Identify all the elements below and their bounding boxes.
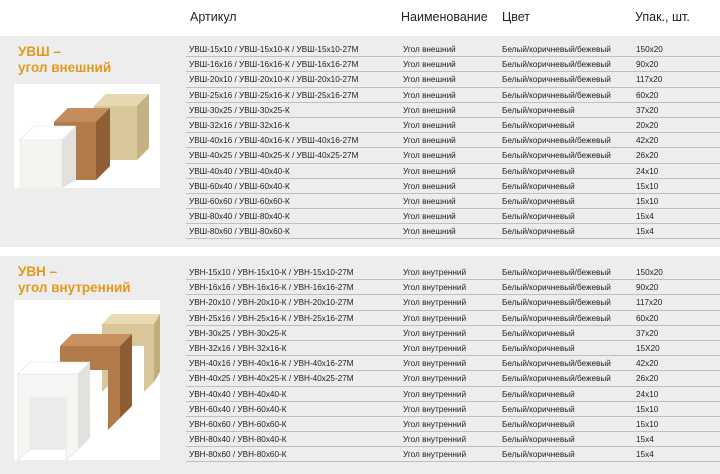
cell-pack: 26х20: [636, 151, 659, 161]
table-row: [186, 209, 720, 224]
cell-name: Угол внешний: [403, 45, 456, 54]
cell-color: Белый/коричневый/бежевый: [502, 298, 611, 308]
cell-name: Угол внутренний: [403, 298, 467, 308]
cell-color: Белый/коричневый: [502, 105, 575, 115]
cell-color: Белый/коричневый/бежевый: [502, 359, 611, 369]
cell-color: Белый/коричневый/бежевый: [502, 45, 611, 54]
section-title-desc: угол внутренний: [18, 280, 131, 295]
table-row: [186, 371, 720, 386]
cell-name: Угол внутренний: [403, 450, 467, 460]
cell-article: УВН-32х16 / УВН-32х16-К: [189, 343, 287, 353]
cell-name: Угол внешний: [403, 151, 456, 161]
cell-name: Угол внутренний: [403, 435, 467, 445]
section-title: [18, 264, 131, 296]
cell-article: УВШ-60х40 / УВШ-60х40-К: [189, 181, 290, 191]
section-title-code: УВН –: [18, 264, 58, 279]
table-row: [186, 356, 720, 371]
header-pack: Упак., шт.: [635, 10, 690, 24]
cell-color: Белый/коричневый: [502, 435, 575, 445]
cell-color: Белый/коричневый/бежевый: [502, 151, 611, 161]
section-divider: [0, 247, 720, 256]
cell-color: Белый/коричневый/бежевый: [502, 268, 611, 277]
cell-pack: 15х4: [636, 450, 654, 460]
cell-article: УВШ-20х10 / УВШ-20х10-К / УВШ-20х10-27М: [189, 75, 359, 85]
table-row: [186, 432, 720, 447]
cell-name: Угол внешний: [403, 227, 456, 237]
table-row: [186, 118, 720, 133]
cell-color: Белый/коричневый: [502, 120, 575, 130]
cell-color: Белый/коричневый/бежевый: [502, 90, 611, 100]
product-photo-external-corner: [14, 84, 160, 188]
section-title: [18, 44, 111, 76]
table-row: [186, 295, 720, 310]
cell-article: УВН-30х25 / УВН-30х25-К: [189, 328, 287, 338]
internal-corner-image: [14, 300, 160, 460]
cell-pack: 117х20: [636, 75, 663, 85]
table-row: [186, 311, 720, 326]
cell-name: Угол внешний: [403, 166, 456, 176]
cell-article: УВШ-80х60 / УВШ-80х60-К: [189, 227, 290, 237]
table-row: [186, 194, 720, 209]
table-row: [186, 57, 720, 72]
cell-pack: 90х20: [636, 283, 659, 293]
table-header: [0, 0, 720, 36]
table-section-1: [186, 42, 720, 239]
cell-article: УВН-16х16 / УВН-16х16-К / УВН-16х16-27М: [189, 283, 354, 293]
cell-name: Угол внешний: [403, 60, 456, 70]
table-row: [186, 265, 720, 280]
cell-article: УВН-40х16 / УВН-40х16-К / УВН-40х16-27М: [189, 359, 354, 369]
cell-name: Угол внешний: [403, 105, 456, 115]
cell-article: УВН-40х25 / УВН-40х25-К / УВН-40х25-27М: [189, 374, 354, 384]
table-row: [186, 133, 720, 148]
cell-color: Белый/коричневый: [502, 212, 575, 222]
cell-pack: 15х4: [636, 227, 654, 237]
cell-pack: 15х4: [636, 435, 654, 445]
cell-name: Угол внешний: [403, 196, 456, 206]
cell-pack: 90х20: [636, 60, 659, 70]
cell-name: Угол внутренний: [403, 313, 467, 323]
table-row: [186, 326, 720, 341]
cell-color: Белый/коричневый: [502, 419, 575, 429]
cell-pack: 117х20: [636, 298, 663, 308]
cell-article: УВН-15х10 / УВН-15х10-К / УВН-15х10-27М: [189, 268, 354, 277]
table-row: [186, 417, 720, 432]
cell-article: УВШ-40х25 / УВШ-40х25-К / УВШ-40х25-27М: [189, 151, 359, 161]
cell-color: Белый/коричневый: [502, 343, 575, 353]
cell-pack: 42х20: [636, 359, 659, 369]
cell-name: Угол внутренний: [403, 359, 467, 369]
cell-name: Угол внешний: [403, 75, 456, 85]
cell-color: Белый/коричневый: [502, 181, 575, 191]
cell-pack: 150х20: [636, 45, 663, 54]
cell-article: УВШ-16х16 / УВШ-16х16-К / УВШ-16х16-27М: [189, 60, 359, 70]
cell-color: Белый/коричневый: [502, 196, 575, 206]
table-row: [186, 402, 720, 417]
header-name: Наименование: [401, 10, 488, 24]
cell-pack: 15х10: [636, 181, 659, 191]
table-row: [186, 341, 720, 356]
table-section-2: [186, 265, 720, 462]
cell-name: Угол внутренний: [403, 328, 467, 338]
section-title-code: УВШ –: [18, 44, 61, 59]
header-color: Цвет: [502, 10, 531, 24]
cell-pack: 37х20: [636, 105, 659, 115]
header-article: Артикул: [190, 10, 237, 24]
cell-pack: 24х10: [636, 389, 659, 399]
table-row: [186, 42, 720, 57]
cell-pack: 15х10: [636, 404, 659, 414]
cell-name: Угол внутренний: [403, 419, 467, 429]
cell-pack: 150х20: [636, 268, 663, 277]
cell-article: УВН-80х60 / УВН-80х60-К: [189, 450, 287, 460]
cell-name: Угол внутренний: [403, 268, 467, 277]
cell-article: УВШ-40х16 / УВШ-40х16-К / УВШ-40х16-27М: [189, 136, 359, 146]
table-row: [186, 164, 720, 179]
cell-pack: 26х20: [636, 374, 659, 384]
cell-pack: 37х20: [636, 328, 659, 338]
cell-pack: 15х10: [636, 196, 659, 206]
cell-color: Белый/коричневый: [502, 328, 575, 338]
cell-article: УВН-60х40 / УВН-60х40-К: [189, 404, 287, 414]
cell-name: Угол внутренний: [403, 343, 467, 353]
cell-article: УВШ-80х40 / УВШ-80х40-К: [189, 212, 290, 222]
cell-color: Белый/коричневый: [502, 450, 575, 460]
section-title-desc: угол внешний: [18, 60, 112, 75]
cell-color: Белый/коричневый/бежевый: [502, 60, 611, 70]
cell-name: Угол внутренний: [403, 283, 467, 293]
cell-pack: 20х20: [636, 120, 659, 130]
external-corner-image: [14, 84, 160, 188]
cell-name: Угол внутренний: [403, 389, 467, 399]
cell-pack: 60х20: [636, 313, 659, 323]
table-row: [186, 224, 720, 239]
cell-article: УВШ-30х25 / УВШ-30х25-К: [189, 105, 290, 115]
cell-pack: 15х4: [636, 212, 654, 222]
cell-article: УВШ-32х16 / УВШ-32х16-К: [189, 120, 290, 130]
cell-article: УВН-80х40 / УВН-80х40-К: [189, 435, 287, 445]
cell-article: УВШ-60х60 / УВШ-60х60-К: [189, 196, 290, 206]
cell-color: Белый/коричневый/бежевый: [502, 313, 611, 323]
cell-color: Белый/коричневый/бежевый: [502, 283, 611, 293]
cell-article: УВШ-40х40 / УВШ-40х40-К: [189, 166, 290, 176]
cell-name: Угол внешний: [403, 136, 456, 146]
cell-name: Угол внешний: [403, 181, 456, 191]
cell-color: Белый/коричневый: [502, 404, 575, 414]
table-row: [186, 72, 720, 87]
cell-pack: 60х20: [636, 90, 659, 100]
table-row: [186, 387, 720, 402]
cell-color: Белый/коричневый: [502, 166, 575, 176]
cell-pack: 42х20: [636, 136, 659, 146]
cell-article: УВШ-25х16 / УВШ-25х16-К / УВШ-25х16-27М: [189, 90, 359, 100]
cell-pack: 24х10: [636, 166, 659, 176]
table-row: [186, 103, 720, 118]
table-row: [186, 148, 720, 163]
cell-pack: 15х10: [636, 419, 659, 429]
cell-article: УВШ-15х10 / УВШ-15х10-К / УВШ-15х10-27М: [189, 45, 359, 54]
cell-name: Угол внешний: [403, 90, 456, 100]
table-row: [186, 447, 720, 462]
table-row: [186, 280, 720, 295]
cell-pack: 15Х20: [636, 343, 660, 353]
cell-article: УВН-20х10 / УВН-20х10-К / УВН-20х10-27М: [189, 298, 354, 308]
cell-color: Белый/коричневый/бежевый: [502, 75, 611, 85]
cell-article: УВН-40х40 / УВН-40х40-К: [189, 389, 287, 399]
cell-name: Угол внутренний: [403, 404, 467, 414]
cell-article: УВН-25х16 / УВН-25х16-К / УВН-25х16-27М: [189, 313, 354, 323]
cell-color: Белый/коричневый: [502, 389, 575, 399]
cell-name: Угол внутренний: [403, 374, 467, 384]
cell-color: Белый/коричневый: [502, 227, 575, 237]
cell-article: УВН-60х60 / УВН-60х60-К: [189, 419, 287, 429]
cell-color: Белый/коричневый/бежевый: [502, 374, 611, 384]
cell-name: Угол внешний: [403, 120, 456, 130]
table-row: [186, 179, 720, 194]
product-photo-internal-corner: [14, 300, 160, 460]
table-row: [186, 88, 720, 103]
cell-name: Угол внешний: [403, 212, 456, 222]
cell-color: Белый/коричневый/бежевый: [502, 136, 611, 146]
